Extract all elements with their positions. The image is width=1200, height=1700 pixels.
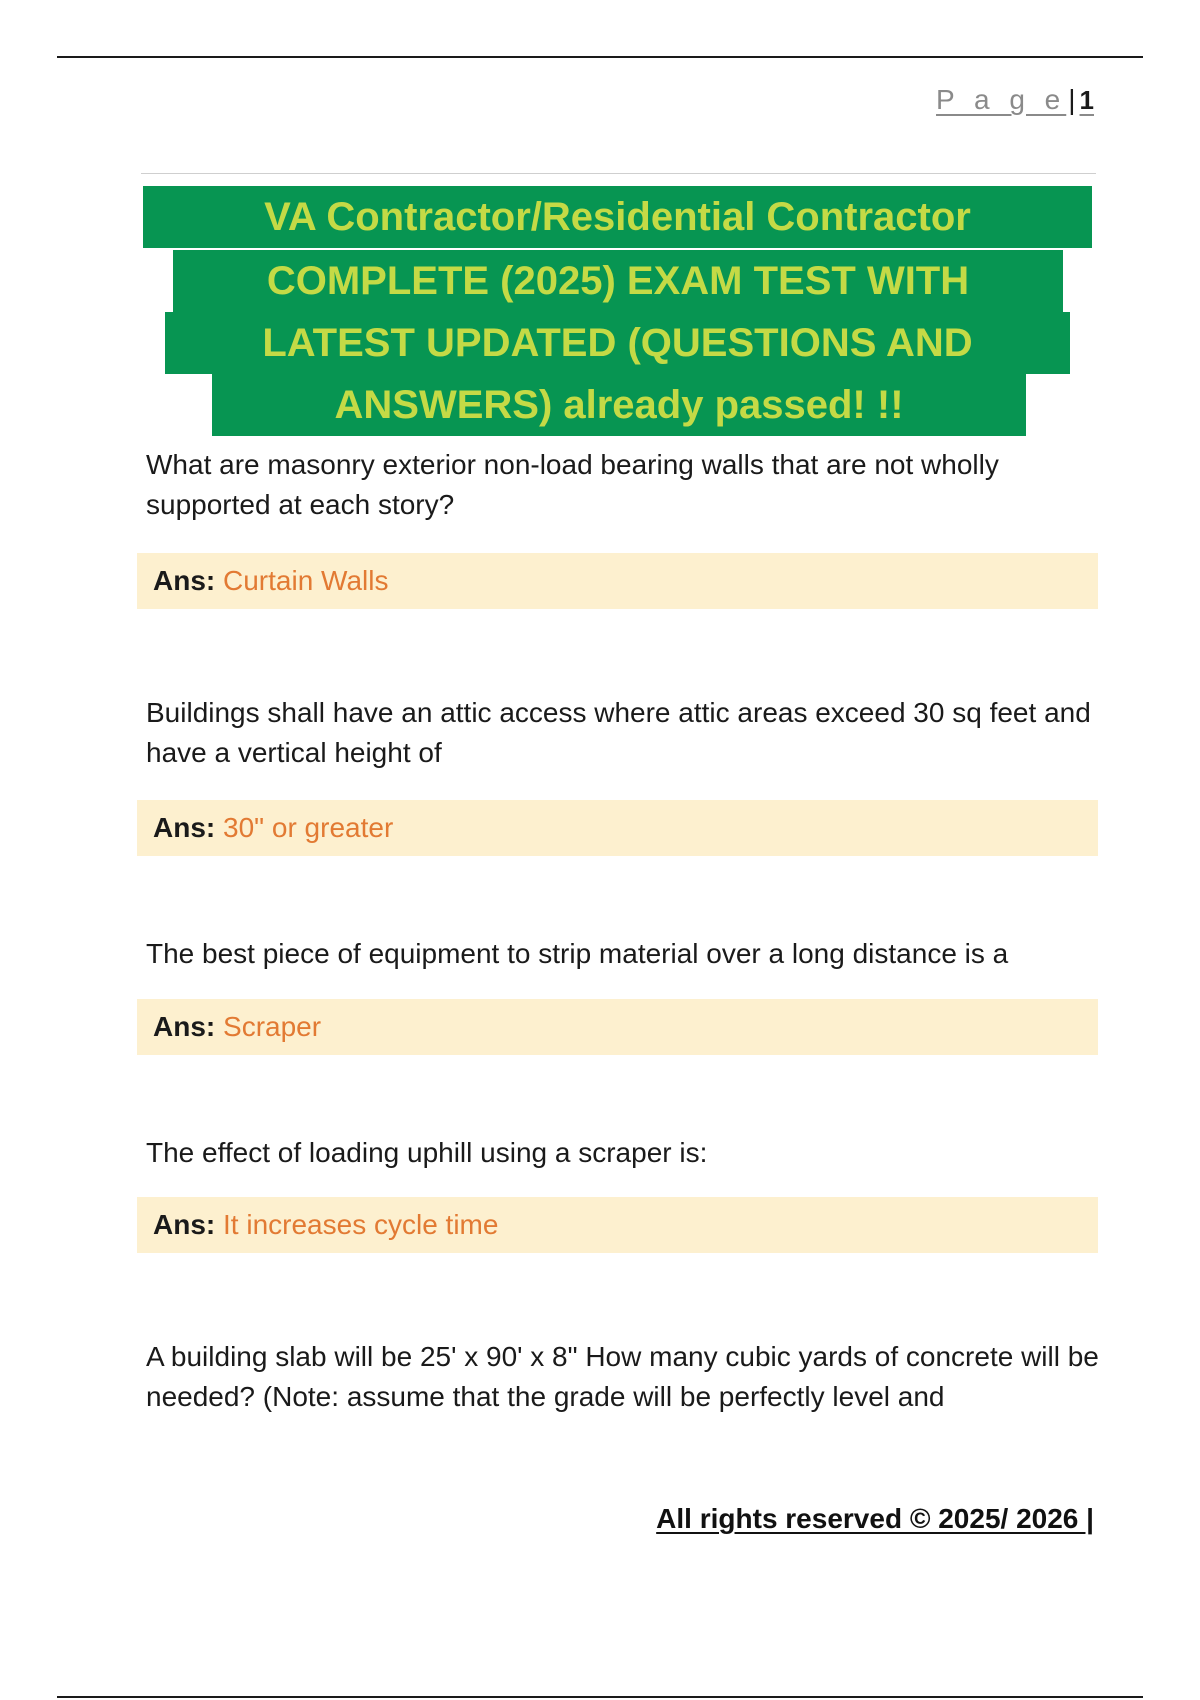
page-separator: |	[1068, 84, 1076, 115]
answer-3	[137, 999, 1098, 1055]
bottom-rule	[57, 1696, 1143, 1698]
page-label: P a g e	[936, 84, 1067, 115]
answer-text: 30" or greater	[223, 812, 394, 843]
answer-4	[137, 1197, 1098, 1253]
copyright-footer: All rights reserved © 2025/ 2026 |	[656, 1503, 1094, 1534]
answer-label: Ans:	[153, 1209, 216, 1240]
answer-label: Ans:	[153, 812, 216, 843]
answer-1	[137, 553, 1098, 609]
answer-label: Ans:	[153, 1011, 216, 1042]
header-divider	[141, 173, 1096, 174]
title-line-1: VA Contractor/Residential Contractor	[143, 186, 1092, 248]
question-1: What are masonry exterior non-load bearing walls that are not wholly supported at each story?	[146, 449, 999, 520]
question-3: The best piece of equipment to strip material over a long distance is a	[146, 938, 1009, 969]
page-number-value: 1	[1079, 85, 1094, 115]
answer-text: It increases cycle time	[223, 1209, 499, 1240]
answer-label: Ans:	[153, 565, 216, 596]
top-rule	[57, 56, 1143, 58]
question-4: The effect of loading uphill using a scraper is:	[146, 1137, 708, 1168]
title-line-2: COMPLETE (2025) EXAM TEST WITH	[173, 250, 1063, 312]
answer-text: Scraper	[223, 1011, 322, 1042]
title-line-4: ANSWERS) already passed! !!	[212, 374, 1026, 436]
answer-text: Curtain Walls	[223, 565, 389, 596]
answer-2	[137, 800, 1098, 856]
question-5: A building slab will be 25' x 90' x 8" How many cubic yards of concrete will be needed? (Note: assume that the grade will be perfectly level and	[146, 1341, 1099, 1412]
page-number	[936, 84, 1094, 116]
title-line-3: LATEST UPDATED (QUESTIONS AND	[165, 312, 1070, 374]
question-2: Buildings shall have an attic access where attic areas exceed 30 sq feet and have a vertical height of	[146, 697, 1091, 768]
